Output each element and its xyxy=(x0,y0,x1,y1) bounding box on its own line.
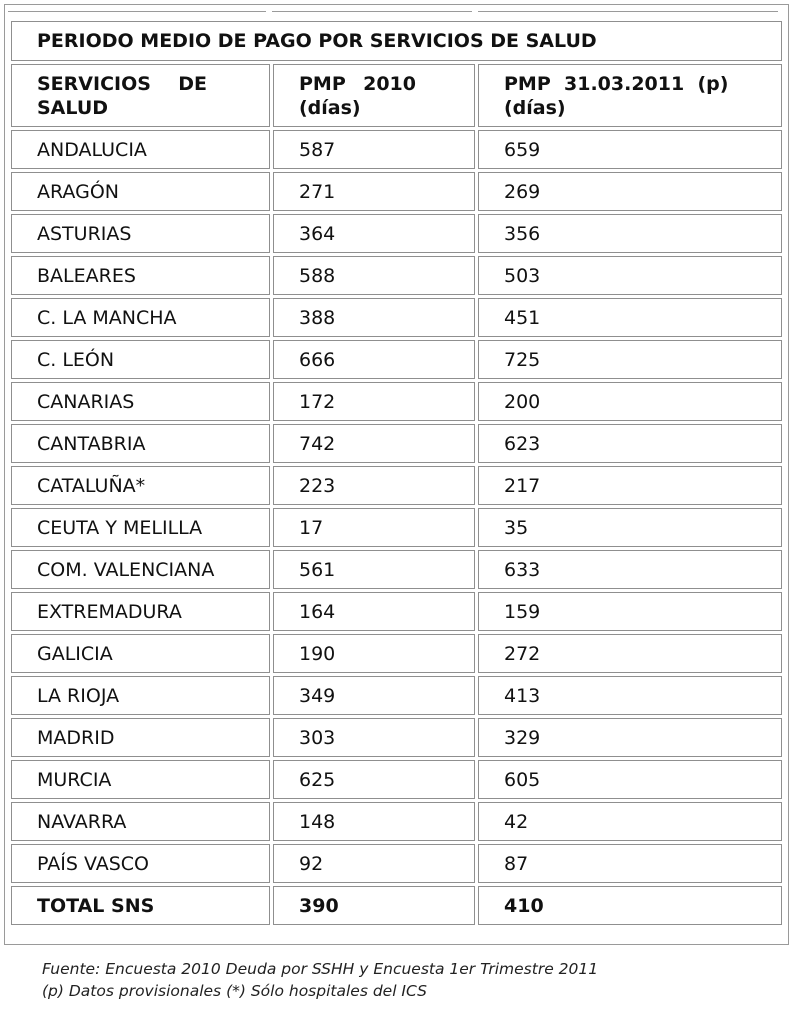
header-text: 31.03.2011 xyxy=(564,72,685,95)
table-row xyxy=(11,256,782,295)
header-text: 2010 xyxy=(363,72,416,95)
pmp-2011-cell: 269 xyxy=(478,172,782,211)
table-frame xyxy=(4,4,789,945)
table-row xyxy=(11,760,782,799)
table-row xyxy=(11,550,782,589)
table-row xyxy=(11,424,782,463)
region-cell: CEUTA Y MELILLA xyxy=(11,508,270,547)
header-pmp-2010 xyxy=(273,64,475,127)
pmp-2011-cell: 217 xyxy=(478,466,782,505)
header-pmp-2010-line1 xyxy=(299,72,474,96)
pmp-2011-cell: 623 xyxy=(478,424,782,463)
pmp-2010-cell: 390 xyxy=(273,886,475,925)
region-cell: ARAGÓN xyxy=(11,172,270,211)
pmp-2010-cell: 223 xyxy=(273,466,475,505)
table-row xyxy=(11,676,782,715)
header-pmp-2010-line2: (días) xyxy=(299,96,361,119)
table-row xyxy=(11,844,782,883)
table-row xyxy=(11,130,782,169)
pmp-2011-cell: 725 xyxy=(478,340,782,379)
pmp-2010-cell: 587 xyxy=(273,130,475,169)
pmp-2010-cell: 349 xyxy=(273,676,475,715)
top-border-segment xyxy=(272,5,472,12)
table-row xyxy=(11,802,782,841)
pmp-2011-cell: 42 xyxy=(478,802,782,841)
pmp-2011-cell: 329 xyxy=(478,718,782,757)
region-cell: CANARIAS xyxy=(11,382,270,421)
pmp-2011-cell: 356 xyxy=(478,214,782,253)
header-text: PMP xyxy=(299,72,346,95)
table-row xyxy=(11,718,782,757)
pmp-2010-cell: 271 xyxy=(273,172,475,211)
pmp-2011-cell: 413 xyxy=(478,676,782,715)
region-cell: CATALUÑA* xyxy=(11,466,270,505)
top-border-segment xyxy=(478,5,778,12)
table-row xyxy=(11,214,782,253)
header-services-line2: SALUD xyxy=(37,96,109,119)
header-text: DE xyxy=(178,72,207,95)
source-note: Fuente: Encuesta 2010 Deuda por SSHH y Encuesta 1er Trimestre 2011 xyxy=(42,960,599,978)
table-row xyxy=(11,172,782,211)
region-cell: ANDALUCIA xyxy=(11,130,270,169)
pmp-2010-cell: 388 xyxy=(273,298,475,337)
region-cell: EXTREMADURA xyxy=(11,592,270,631)
header-services-line1 xyxy=(37,72,269,96)
pmp-2010-cell: 303 xyxy=(273,718,475,757)
region-cell: MADRID xyxy=(11,718,270,757)
pmp-2011-cell: 451 xyxy=(478,298,782,337)
pmp-2011-cell: 159 xyxy=(478,592,782,631)
table-row xyxy=(11,508,782,547)
pmp-2010-cell: 666 xyxy=(273,340,475,379)
pmp-2010-cell: 17 xyxy=(273,508,475,547)
table-row xyxy=(11,382,782,421)
table-row xyxy=(11,298,782,337)
table-row xyxy=(11,634,782,673)
region-cell: COM. VALENCIANA xyxy=(11,550,270,589)
pmp-2010-cell: 190 xyxy=(273,634,475,673)
pmp-2011-cell: 410 xyxy=(478,886,782,925)
top-border-strip xyxy=(5,5,788,13)
header-text: (p) xyxy=(697,72,729,95)
header-text: SERVICIOS xyxy=(37,72,151,95)
pmp-2011-cell: 659 xyxy=(478,130,782,169)
region-cell: CANTABRIA xyxy=(11,424,270,463)
pmp-2011-cell: 35 xyxy=(478,508,782,547)
header-pmp-2011-line2: (días) xyxy=(504,96,566,119)
region-cell: PAÍS VASCO xyxy=(11,844,270,883)
region-cell: ASTURIAS xyxy=(11,214,270,253)
pmp-2010-cell: 742 xyxy=(273,424,475,463)
region-cell: BALEARES xyxy=(11,256,270,295)
pmp-2010-cell: 172 xyxy=(273,382,475,421)
region-cell: C. LA MANCHA xyxy=(11,298,270,337)
pmp-2010-cell: 92 xyxy=(273,844,475,883)
pmp-2011-cell: 633 xyxy=(478,550,782,589)
header-text: PMP xyxy=(504,72,551,95)
header-pmp-2011-line1 xyxy=(504,72,781,96)
region-cell: MURCIA xyxy=(11,760,270,799)
region-cell: LA RIOJA xyxy=(11,676,270,715)
payment-period-table xyxy=(8,18,785,928)
header-pmp-2011 xyxy=(478,64,782,127)
region-cell: TOTAL SNS xyxy=(11,886,270,925)
region-cell: NAVARRA xyxy=(11,802,270,841)
legend-note: (p) Datos provisionales (*) Sólo hospitales del ICS xyxy=(42,982,427,1000)
pmp-2010-cell: 164 xyxy=(273,592,475,631)
pmp-2011-cell: 87 xyxy=(478,844,782,883)
pmp-2011-cell: 605 xyxy=(478,760,782,799)
top-border-segment xyxy=(8,5,266,12)
title-row xyxy=(11,21,782,61)
table-title: PERIODO MEDIO DE PAGO POR SERVICIOS DE SALUD xyxy=(11,21,782,61)
pmp-2011-cell: 503 xyxy=(478,256,782,295)
region-cell: C. LEÓN xyxy=(11,340,270,379)
region-cell: GALICIA xyxy=(11,634,270,673)
total-row xyxy=(11,886,782,925)
pmp-2011-cell: 272 xyxy=(478,634,782,673)
pmp-2010-cell: 625 xyxy=(273,760,475,799)
table-row xyxy=(11,592,782,631)
pmp-2010-cell: 364 xyxy=(273,214,475,253)
table-row xyxy=(11,466,782,505)
pmp-2010-cell: 148 xyxy=(273,802,475,841)
pmp-2010-cell: 588 xyxy=(273,256,475,295)
table-row xyxy=(11,340,782,379)
header-services xyxy=(11,64,270,127)
header-row xyxy=(11,64,782,127)
pmp-2010-cell: 561 xyxy=(273,550,475,589)
pmp-2011-cell: 200 xyxy=(478,382,782,421)
